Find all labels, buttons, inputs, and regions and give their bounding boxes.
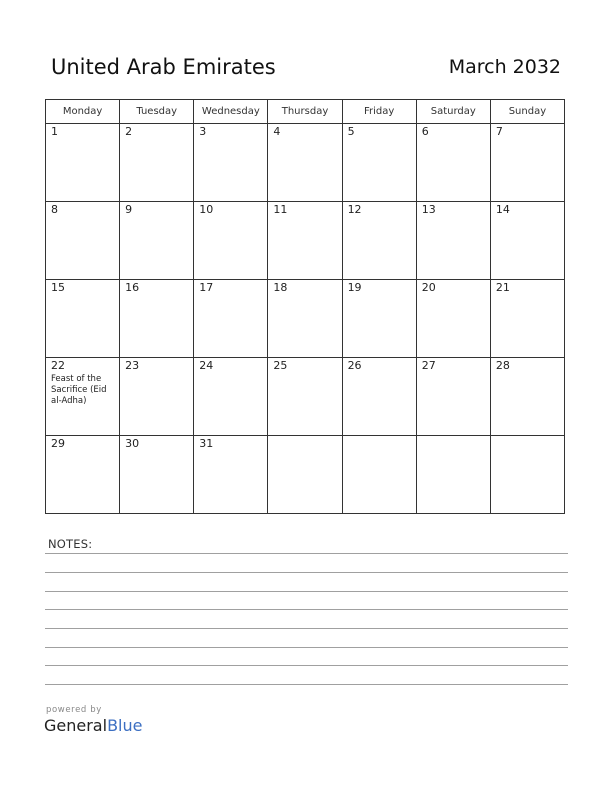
weekday-header: Wednesday [194,100,268,124]
day-number: 17 [199,281,214,294]
day-cell [194,202,268,280]
brand-blue-text: Blue [107,716,143,735]
day-cell [46,436,120,514]
day-number: 27 [421,359,436,372]
day-cell [46,202,120,280]
day-number: 22 [51,359,65,372]
day-cell [120,202,194,280]
day-cell [268,124,342,202]
day-number: 21 [495,281,510,294]
day-number: 12 [347,203,362,216]
day-cell [342,124,416,202]
day-number: 11 [273,203,288,216]
generalblue-logo [44,716,142,735]
weekday-header: Tuesday [120,100,194,124]
day-cell [490,280,564,358]
day-number: 8 [51,203,58,216]
day-number: 29 [51,437,65,450]
day-number: 3 [199,125,207,138]
weekday-header-row [46,100,565,124]
day-cell [268,358,342,436]
day-number: 13 [421,203,436,216]
day-number: 31 [199,437,214,450]
day-number: 2 [125,125,133,138]
notes-label: NOTES: [48,537,93,551]
day-number: 6 [421,125,429,138]
calendar-grid [45,99,565,514]
day-cell [342,280,416,358]
week-row [46,124,565,202]
day-cell [120,280,194,358]
day-number: 5 [347,125,355,138]
day-number: 24 [199,359,214,372]
day-cell [120,436,194,514]
day-cell [194,358,268,436]
day-cell-empty [268,436,342,514]
week-row [46,358,565,436]
notes-line [45,684,568,685]
notes-line [45,665,568,666]
day-cell [490,202,564,280]
week-row [46,280,565,358]
day-cell [490,124,564,202]
day-number: 25 [273,359,288,372]
day-number: 23 [125,359,140,372]
day-number: 19 [347,281,362,294]
day-number: 20 [421,281,436,294]
day-number: 26 [347,359,362,372]
day-cell [416,358,490,436]
day-number: 10 [199,203,214,216]
country-title: United Arab Emirates [51,55,276,79]
week-row [46,436,565,514]
day-number: 18 [273,281,288,294]
month-title: March 2032 [448,56,561,78]
day-cell-empty [490,436,564,514]
day-cell [46,280,120,358]
notes-line [45,553,568,554]
holiday-label: Feast of the Sacrifice (Eid al-Adha) [51,374,107,406]
notes-line [45,591,568,592]
day-cell [416,124,490,202]
day-cell [490,358,564,436]
day-number: 4 [273,125,281,138]
day-cell [46,124,120,202]
day-cell [416,280,490,358]
day-cell-empty [342,436,416,514]
day-cell [416,202,490,280]
day-cell-empty [416,436,490,514]
day-number: 15 [51,281,65,294]
day-cell [194,124,268,202]
day-cell [342,358,416,436]
day-cell [194,436,268,514]
weekday-header: Thursday [268,100,342,124]
day-cell [268,202,342,280]
weekday-header: Friday [342,100,416,124]
day-number: 9 [125,203,133,216]
day-cell [268,280,342,358]
day-cell [120,124,194,202]
day-cell [46,358,120,436]
brand-general-text: General [44,716,108,735]
day-number: 28 [495,359,510,372]
day-cell [342,202,416,280]
powered-by-text: powered by [46,705,102,715]
notes-line [45,609,568,610]
day-number: 7 [495,125,503,138]
weekday-header: Saturday [416,100,490,124]
notes-line [45,647,568,648]
day-cell [194,280,268,358]
weekday-header: Sunday [490,100,564,124]
weekday-header: Monday [46,100,120,124]
day-number: 16 [125,281,140,294]
notes-line [45,628,568,629]
day-number: 14 [495,203,510,216]
day-cell [120,358,194,436]
notes-line [45,572,568,573]
week-row [46,202,565,280]
day-number: 1 [51,125,58,138]
day-number: 30 [125,437,140,450]
